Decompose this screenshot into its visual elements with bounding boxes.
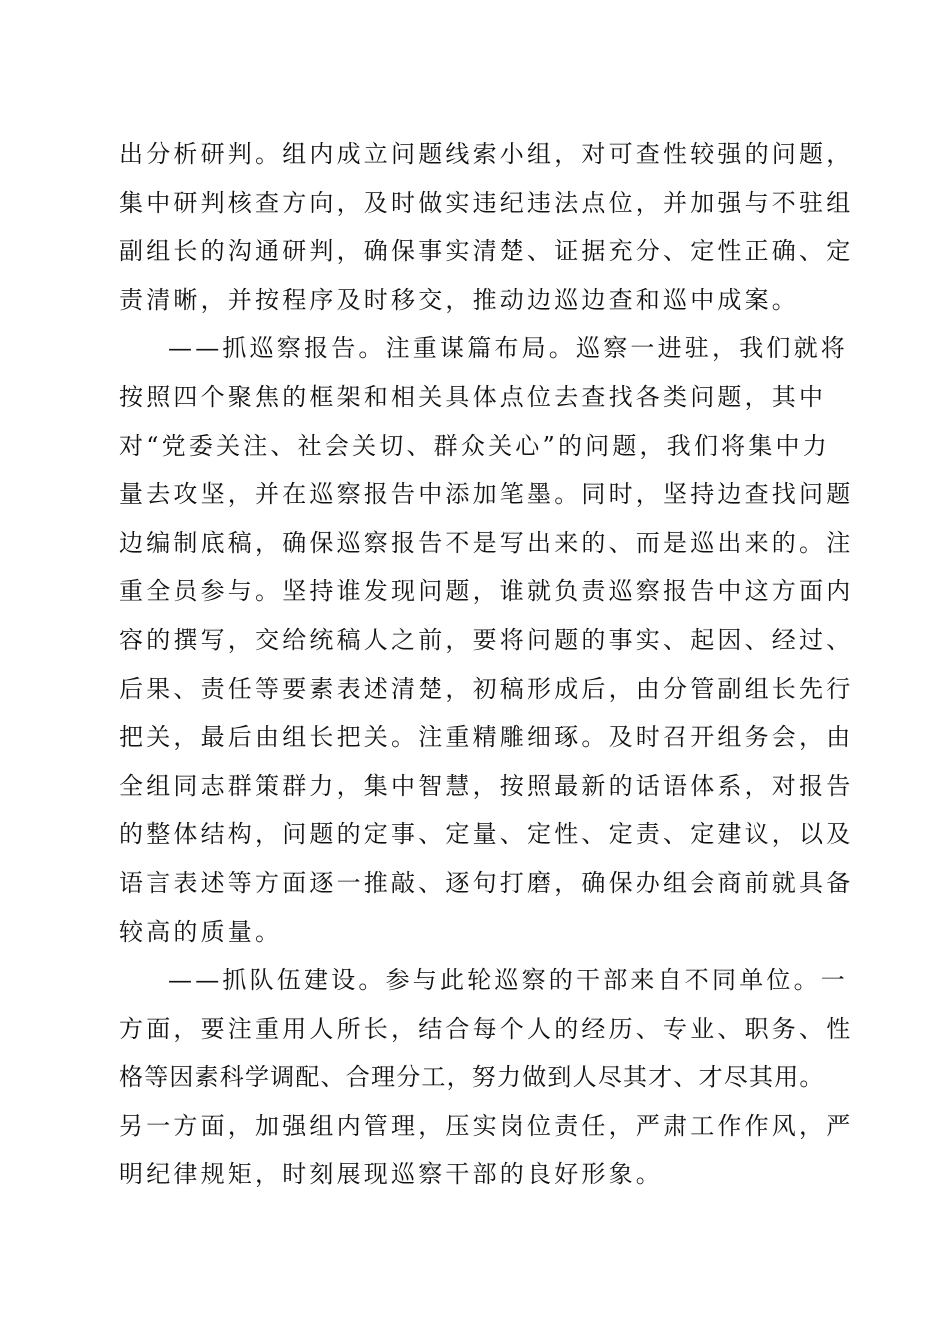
text-line: 明纪律规矩，时刻展现巡察干部的良好形象。 [119,1160,663,1189]
text-line: 副组长的沟通研判，确保事实清楚、证据充分、定性正确、定 [119,237,854,266]
text-line: 责清晰，并按程序及时移交，推动边巡边查和巡中成案。 [119,285,799,314]
text-line: 格等因素科学调配、合理分工，努力做到人尽其才、才尽其用。 [119,1063,825,1092]
text-line: 按照四个聚焦的框架和相关具体点位去查找各类问题，其中 [119,382,827,411]
text-line: 的整体结构，问题的定事、定量、定性、定责、定建议，以及 [119,820,854,849]
text-line: 方面，要注重用人所长，结合每个人的经历、专业、职务、性 [119,1014,854,1043]
paragraph-start-line: ——抓巡察报告。注重谋篇布局。巡察一进驻，我们就将 [168,334,848,363]
paragraph-start-line: ——抓队伍建设。参与此轮巡察的干部来自不同单位。一 [168,966,848,995]
text-line: 重全员参与。坚持谁发现问题，谁就负责巡察报告中这方面内 [119,577,854,606]
text-line: 容的撰写，交给统稿人之前，要将问题的事实、起因、经过、 [119,625,854,654]
text-line: 集中研判核查方向，及时做实违纪违法点位，并加强与不驻组 [119,188,854,217]
text-line: 出分析研判。组内成立问题线索小组，对可查性较强的问题， [119,140,854,168]
document-body [119,130,854,1199]
text-line: 较高的质量。 [119,917,283,946]
text-line: 量去攻坚，并在巡察报告中添加笔墨。同时，坚持边查找问题 [119,480,854,509]
text-line: 后果、责任等要素表述清楚，初稿形成后，由分管副组长先行 [119,674,854,703]
text-line: 对“党委关注、社会关切、群众关心”的问题，我们将集中力 [119,431,830,460]
text-line: 全组同志群策群力，集中智慧，按照最新的话语体系，对报告 [119,771,854,800]
text-line: 语言表述等方面逐一推敲、逐句打磨，确保办组会商前就具备 [119,868,854,897]
text-line: 另一方面，加强组内管理，压实岗位责任，严肃工作作风，严 [119,1111,854,1140]
text-line: 边编制底稿，确保巡察报告不是写出来的、而是巡出来的。注 [119,528,854,557]
text-line: 把关，最后由组长把关。注重精雕细琢。及时召开组务会，由 [119,723,854,752]
